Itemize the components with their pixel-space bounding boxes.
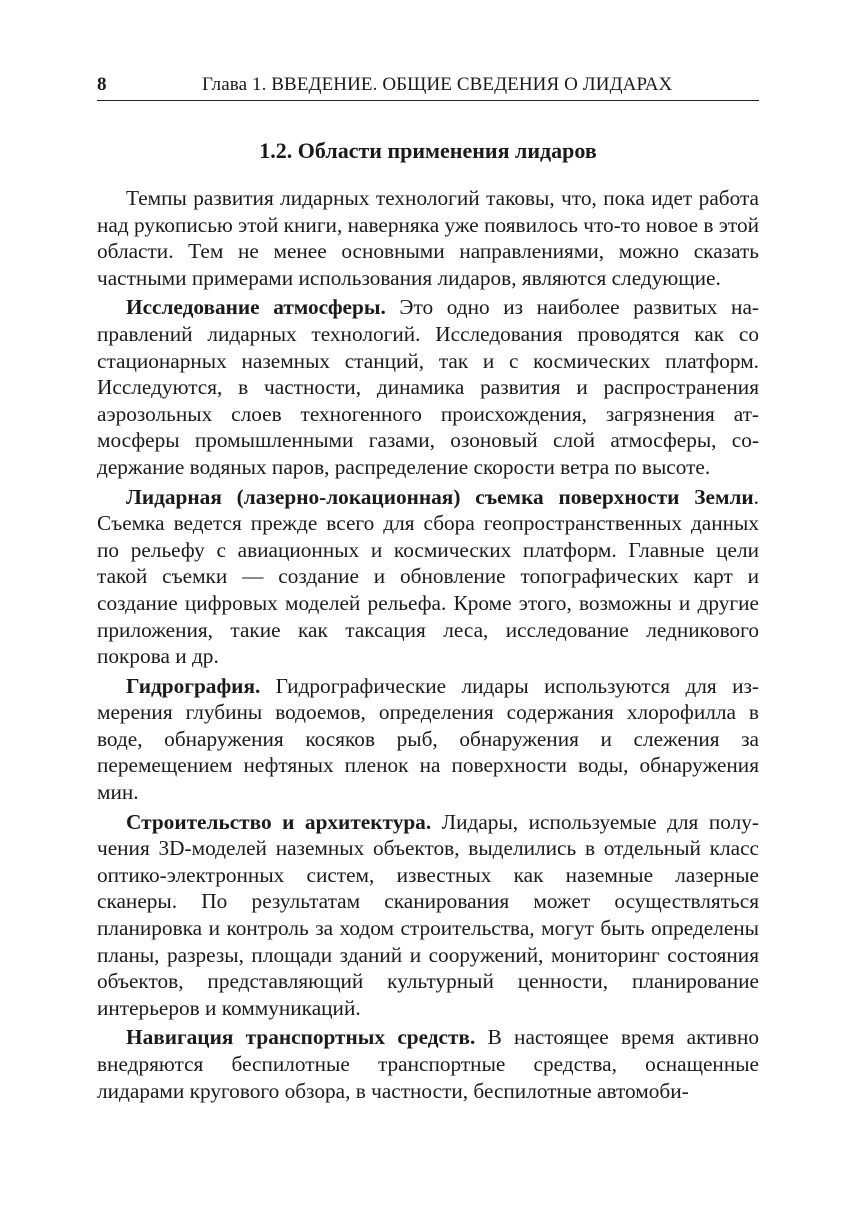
paragraph-intro	[97, 185, 759, 291]
paragraph-text: Лидары, используемые для получения 3D-моделей наземных объектов, выделились в отдельный класс оптико-электронных систем, известных как наземные лазерные сканеры. По результатам сканирования может осуществляться планировка и контроль за ходом строительства, могут быть определены планы, разрезы, площади зданий и сооружений, мониторинг состояния объектов, представляющий культурный ценности, планирование интерьеров и коммуникаций.	[97, 809, 759, 1020]
paragraph-navigation	[97, 1024, 759, 1104]
paragraph-lead: Навигация транспортных средств.	[126, 1025, 476, 1050]
section-title: 1.2. Области применения лидаров	[259, 138, 597, 163]
paragraph-atmosphere	[97, 294, 759, 480]
chapter-title: Глава 1. ВВЕДЕНИЕ. ОБЩИЕ СВЕДЕНИЯ О ЛИДАРАХ	[202, 74, 673, 95]
paragraph-lead: Исследование атмосферы.	[126, 295, 386, 320]
paragraph-lead: Гидрография.	[126, 673, 261, 698]
running-header	[97, 70, 759, 101]
paragraph-text: Гидрографические лидары используются для измерения глубины водоемов, определения содержания хлорофилла в воде, обнаружения косяков рыб, обнаружения и слежения за перемещением нефтяных пленок на поверхности воды, обнаружения мин.	[97, 673, 759, 805]
paragraph-earth-survey	[97, 484, 759, 670]
paragraph-lead: Лидарная (лазерно-локационная) съемка поверхности Земли	[126, 484, 754, 509]
paragraph-hydrography	[97, 673, 759, 806]
body-text	[97, 185, 759, 1104]
paragraph-text: В настоящее время активно внедряются беспилотные транспортные средства, оснащенные лидарами кругового обзора, в частности, беспилотные автомоби-	[97, 1025, 759, 1103]
page-number: 8	[97, 74, 107, 95]
paragraph-text: Это одно из наиболее развитых направлений лидарных технологий. Исследования проводятся как со стационарных наземных станций, так и с космических платформ. Исследуются, в частности, динамика развития и распространения аэрозольных слоев техногенного происхождения, загрязнения атмосферы промышленными газами, озоновый слой атмосферы, содержание водяных паров, распределение скорости ветра по высоте.	[97, 295, 759, 479]
paragraph-construction	[97, 809, 759, 1022]
paragraph-text: Темпы развития лидарных технологий таковы, что, пока идет работа над рукописью этой книги, наверняка уже появилось что-то новое в этой области. Тем не менее основными направлениями, можно сказать частными примерами использования лидаров, являются следующие.	[97, 186, 759, 290]
paragraph-lead: Строительство и архитектура.	[126, 809, 432, 834]
paragraph-text: . Съемка ведется прежде всего для сбора геопространственных данных по рельефу с авиационных и космических платформ. Главные цели такой съемки — создание и обновление топографических карт и создание цифровых моделей рельефа. Кроме этого, возможны и другие приложения, такие как таксация леса, исследование ледникового покрова и др.	[97, 484, 759, 669]
